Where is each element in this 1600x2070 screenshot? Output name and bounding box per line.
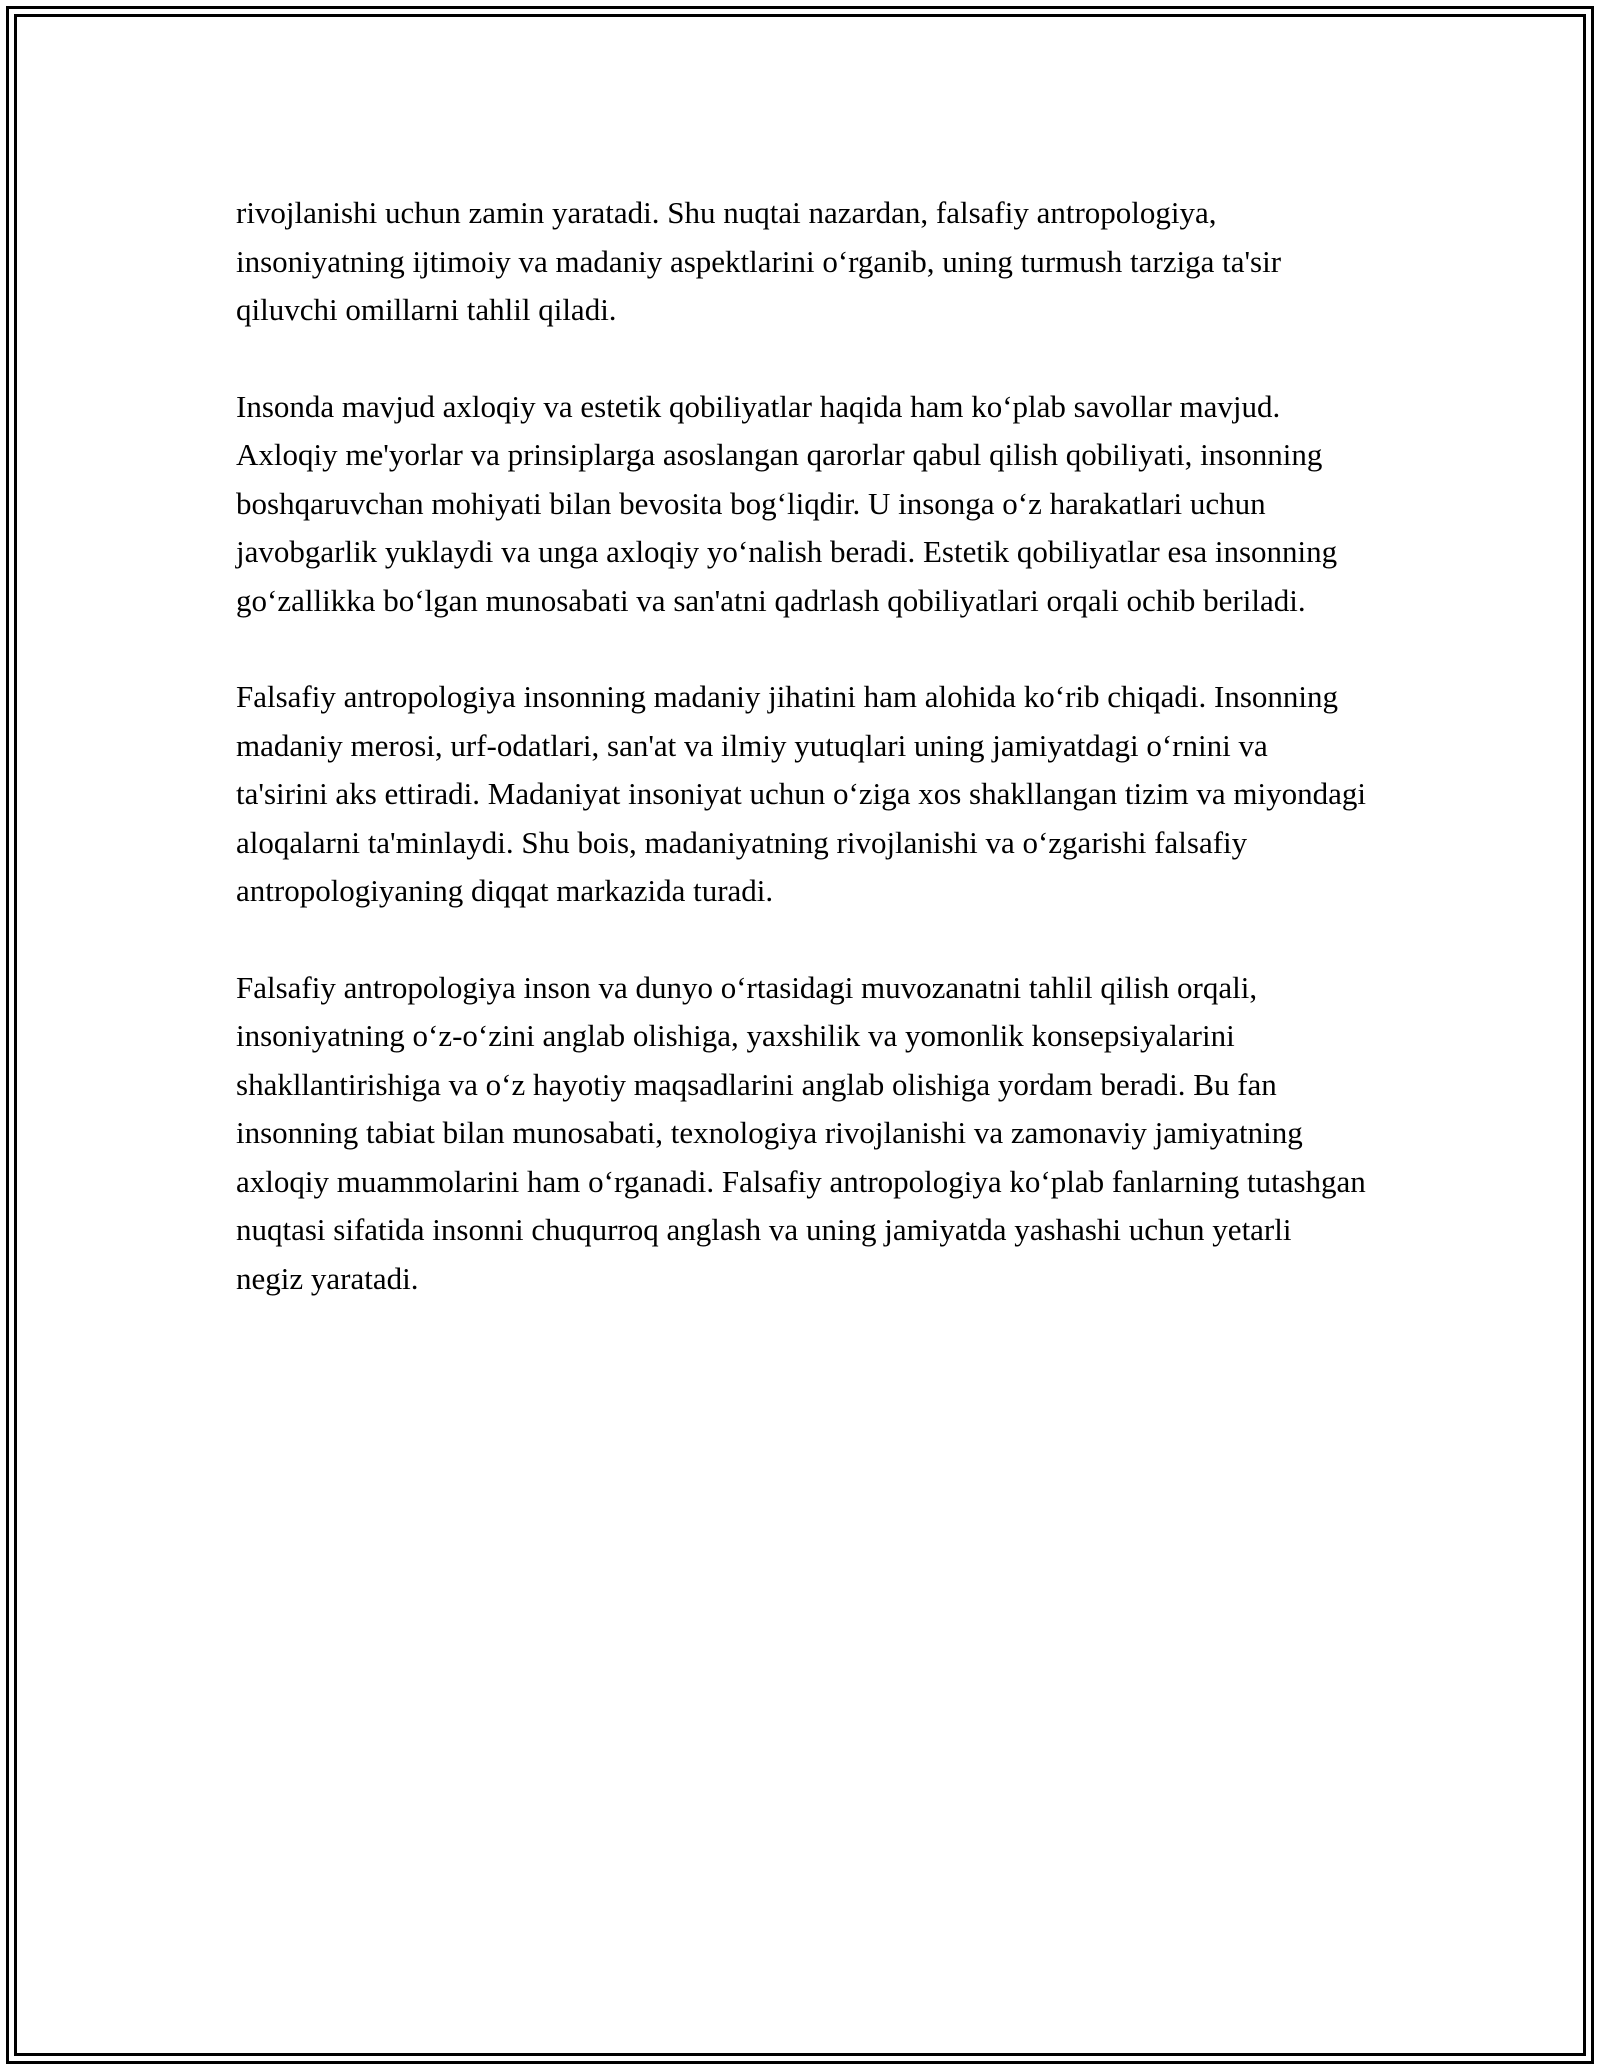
paragraph-4: Falsafiy antropologiya inson va dunyo o‘rtasidagi muvozanatni tahlil qilish orqali, insoniyatning o‘z-o‘zini anglab olishiga, yaxshilik va yomonlik konsepsiyalarini shakllantirishiga va o‘z hayotiy maqsadlarini anglab olishiga yordam beradi. Bu fan insonning tabiat bilan munosabati, texnologiya rivojlanishi va zamonaviy jamiyatning axloqiy muammolarini ham o‘rganadi. Falsafiy antropologiya ko‘plab fanlarning tutashgan nuqtasi sifatida insonni chuqurroq anglash va uning jamiyatda yashashi uchun yetarli negiz yaratadi. (236, 969, 1366, 1296)
paragraph-1: rivojlanishi uchun zamin yaratadi. Shu nuqtai nazardan, falsafiy antropologiya, insoniyatning ijtimoiy va madaniy aspektlarini o‘rganib, uning turmush tarziga ta'sir qiluvchi omillarni tahlil qiladi. (236, 195, 1282, 327)
paragraph-2: Insonda mavjud axloqiy va estetik qobiliyatlar haqida ham ko‘plab savollar mavjud. Axloqiy me'yorlar va prinsiplarga asoslangan qarorlar qabul qilish qobiliyati, insonning boshqaruvchan mohiyati bilan bevosita bog‘liqdir. U insonga o‘z harakatlari uchun javobgarlik yuklaydi va unga axloqiy yo‘nalish beradi. Estetik qobiliyatlar esa insonning go‘zallikka bo‘lgan munosabati va san'atni qadrlash qobiliyatlari orqali ochib beriladi. (236, 388, 1338, 618)
paragraph-3: Falsafiy antropologiya insonning madaniy jihatini ham alohida ko‘rib chiqadi. Insonning madaniy merosi, urf-odatlari, san'at va ilmiy yutuqlari uning jamiyatdagi o‘rnini va ta'sirini aks ettiradi. Madaniyat insoniyat uchun o‘ziga xos shakllangan tizim va miyondagi aloqalarni ta'minlaydi. Shu bois, madaniyatning rivojlanishi va o‘zgarishi falsafiy antropologiyaning diqqat markazida turadi. (236, 679, 1366, 908)
document-body (236, 189, 1366, 1351)
